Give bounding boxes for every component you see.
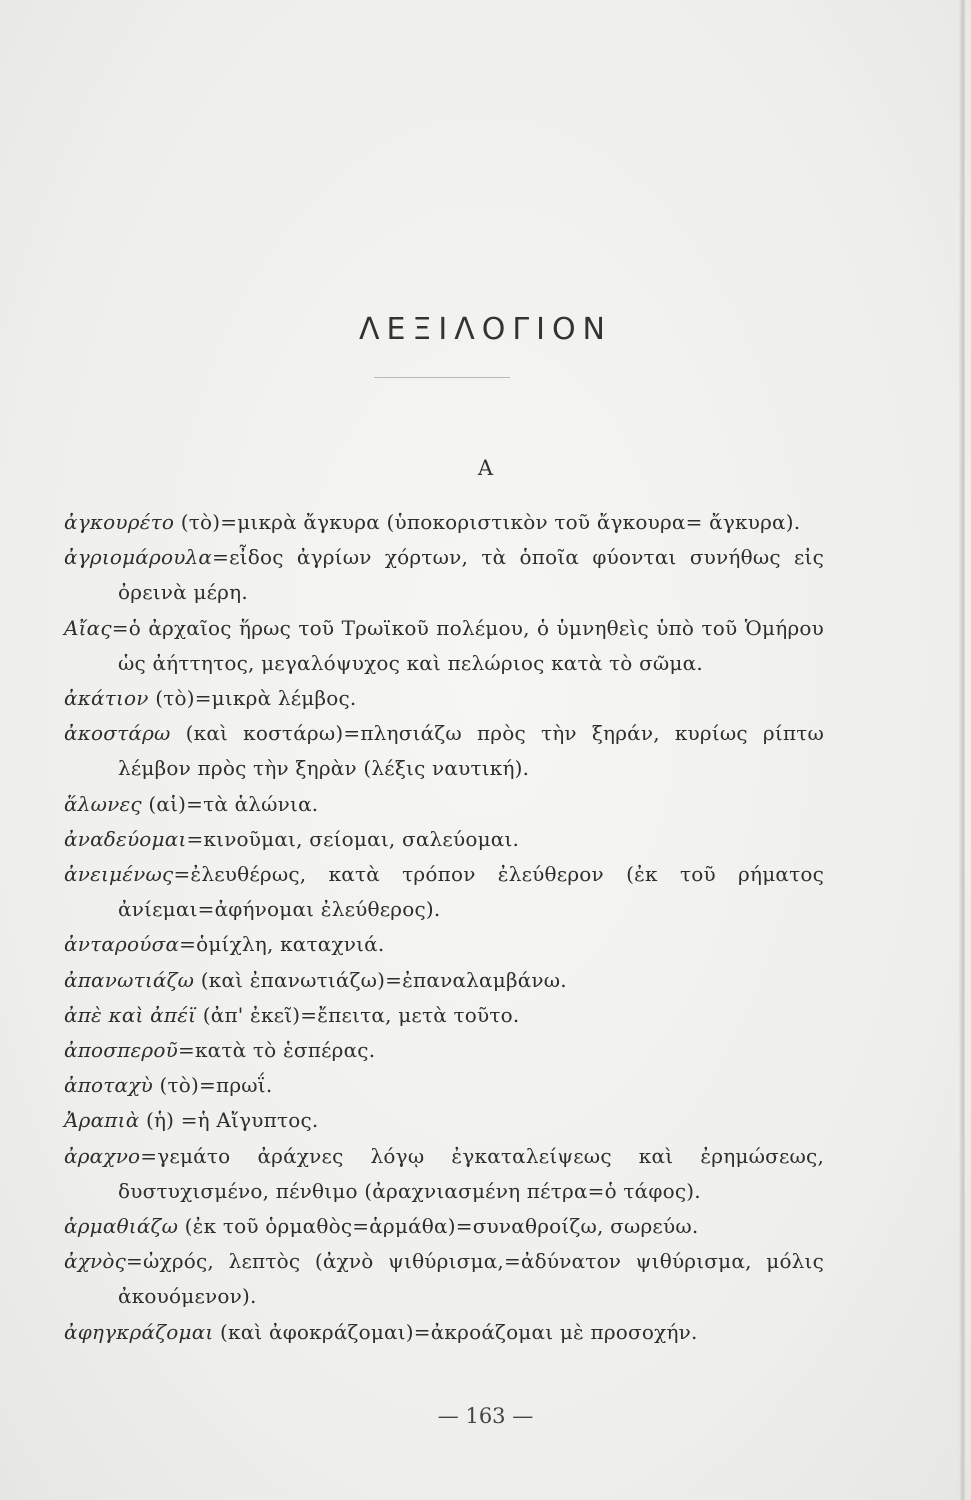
entry-headword: ἀποσπεροῦ: [64, 1038, 178, 1063]
entry-headword: ἀπὲ καὶ ἀπέϊ: [64, 1002, 197, 1027]
entry-headword: ἀφηγκράζομαι: [64, 1319, 214, 1344]
entry-headword: ἀναδεύομαι: [64, 826, 187, 851]
entry-definition: (ἐκ τοῦ ὁρμαθὸς=ἁρμάθα)=συναθροίζω, σωρεύω.: [178, 1214, 699, 1239]
entry-definition: (τὸ)=πρωΐ.: [152, 1073, 273, 1098]
entry-definition: =ἐλευθέρως, κατὰ τρόπον ἐλεύθερον (ἐκ τοῦ ρήματος ἀνίεμαι=ἀφήνομαι ἐλεύθερος).: [118, 862, 824, 922]
glossary-entry: [64, 716, 824, 786]
glossary-entry: [64, 1139, 824, 1209]
entry-definition: =κινοῦμαι, σείομαι, σαλεύομαι.: [186, 826, 520, 851]
entry-headword: ἀπανωτιάζω: [64, 967, 195, 992]
page-edge-shadow: [959, 0, 965, 1500]
entry-headword: ἀγριομάρουλα: [64, 545, 213, 570]
entry-definition: (ἀπ' ἐκεῖ)=ἔπειτα, μετὰ τοῦτο.: [196, 1002, 520, 1027]
entry-headword: ἅλωνες: [64, 791, 142, 816]
entry-definition: (αἱ)=τὰ ἁλώνια.: [141, 791, 319, 816]
entry-definition: =ὁ ἀρχαῖος ἥρως τοῦ Τρωϊκοῦ πολέμου, ὁ ὑμνηθεὶς ὑπὸ τοῦ Ὁμήρου ὡς ἀήττητος, μεγαλόψυχος καὶ πελώριος κατὰ τὸ σῶμα.: [111, 615, 824, 675]
entry-definition: (καὶ κοστάρω)=πλησιάζω πρὸς τὴν ξηράν, κυρίως ρίπτω λέμβον πρὸς τὴν ξηρὰν (λέξις ναυτική).: [118, 721, 824, 781]
entry-definition: (ἡ) =ἡ Αἴγυπτος.: [139, 1108, 319, 1133]
entry-headword: Ἀραπιὰ: [64, 1108, 140, 1133]
section-letter: Α: [477, 456, 494, 480]
title-divider: [374, 377, 510, 378]
glossary-entry: [64, 505, 824, 540]
glossary-entry: [64, 1244, 824, 1314]
entry-definition: =εἶδος ἀγρίων χόρτων, τὰ ὁποῖα φύονται συνήθως εἰς ὀρεινὰ μέρη.: [118, 545, 824, 605]
page-number: — 163 —: [437, 1404, 534, 1428]
glossary-entry: [64, 998, 824, 1033]
entry-headword: Αἴας: [64, 615, 112, 640]
entry-definition: (καὶ ἐπανωτιάζω)=ἐπαναλαμβάνω.: [194, 967, 567, 992]
entry-headword: ἀραχνο: [64, 1143, 141, 1168]
entry-headword: ἀποταχὺ: [64, 1073, 153, 1098]
glossary-entry: [64, 681, 824, 716]
glossary-entry: [64, 1315, 824, 1350]
glossary-entry: [64, 787, 824, 822]
entry-headword: ἀκοστάρω: [64, 721, 171, 746]
glossary-entry: [64, 857, 824, 927]
entry-definition: =ὁμίχλη, καταχνιά.: [179, 932, 385, 957]
glossary-list: [64, 505, 824, 1350]
glossary-entry: [64, 1068, 824, 1103]
entry-headword: ἀνταρούσα: [64, 932, 180, 957]
entry-definition: =ὠχρός, λεπτὸς (ἀχνὸ ψιθύρισμα,=ἀδύνατον ψιθύρισμα, μόλις ἀκουόμενον).: [118, 1249, 824, 1309]
page-title: ΛΕΞΙΛΟΓΙΟΝ: [358, 312, 613, 347]
glossary-entry: [64, 963, 824, 998]
glossary-entry: [64, 822, 824, 857]
glossary-entry: [64, 611, 824, 681]
entry-headword: ἀνειμένως: [64, 862, 174, 887]
entry-headword: ἁρμαθιάζω: [64, 1214, 179, 1239]
entry-headword: ἀκάτιον: [64, 686, 149, 711]
entry-headword: ἀχνὸς: [64, 1249, 127, 1274]
entry-definition: (καὶ ἀφοκράζομαι)=ἀκροάζομαι μὲ προσοχήν.: [213, 1319, 698, 1344]
glossary-entry: [64, 1033, 824, 1068]
entry-headword: ἀγκουρέτο: [64, 510, 175, 534]
glossary-entry: [64, 1209, 824, 1244]
glossary-entry: [64, 927, 824, 962]
entry-definition: =γεμάτο ἀράχνες λόγῳ ἐγκαταλείψεως καὶ ἐρημώσεως, δυστυχισμένο, πένθιμο (ἀραχνιασμένη πέτρα=ὁ τάφος).: [118, 1143, 824, 1203]
glossary-entry: [64, 1103, 824, 1138]
entry-definition: =κατὰ τὸ ἑσπέρας.: [177, 1038, 376, 1063]
entry-definition: (τὸ)=μικρὰ ἄγκυρα (ὑποκοριστικὸν τοῦ ἄγκουρα= ἄγκυρα).: [174, 510, 801, 534]
entry-definition: (τὸ)=μικρὰ λέμβος.: [148, 686, 357, 711]
glossary-entry: [64, 540, 824, 610]
